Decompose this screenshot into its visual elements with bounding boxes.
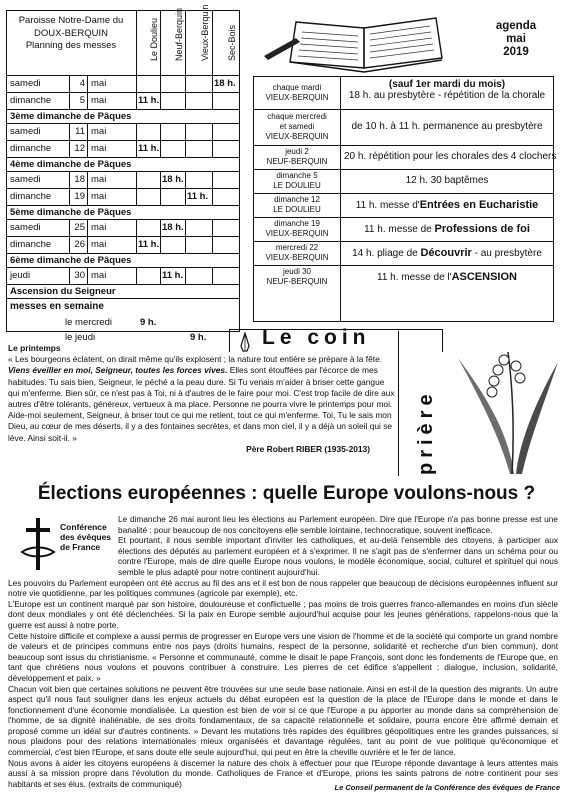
parish-line: Paroisse Notre-Dame du [18, 15, 124, 26]
schedule-day: samedi [10, 222, 41, 233]
column-divider [160, 92, 161, 109]
article-paragraph: Chacun voit bien que certaines solutions ne peuvent être trouvées sur une seule base nationale. Ainsi en est-il de la question des migrants. Un autre aspect qu'il nous faut souligner dans les enjeux actuels du débat européen est la question de la place de l'Europe dans le monde et dans le fonctionnement d'une économie mondialisée. La question est bien de voir si ce que l'Europe a pu apporter au monde dans sa compréhension de l'homme, de sa dignité inaliénable, de ses droits fondamentaux, de sa capacité relationnelle et solidaire, pourra encore être affirmé demain et proposé comme un idéal sur d'autres continents. » Devant les mutations très rapides des équilibres géopolitiques entre les grandes puissances, si nous plaidons pour des relations internationales mieux organisées et davantage régulées, tant au point de vue politique qu'économique et commercial, c'est bien l'Europe, et sans doute elle seule aujourd'hui, qui peut en être la cheville ouvrière et le fer de lance. [8, 683, 558, 758]
schedule-date: 26 [74, 239, 85, 250]
row-divider [7, 267, 239, 268]
column-divider [87, 140, 88, 157]
schedule-date: 12 [74, 143, 85, 154]
parish-line: Planning des messes [25, 40, 117, 51]
column-divider [185, 75, 186, 92]
column-divider [212, 171, 213, 188]
open-book-icon [256, 8, 476, 74]
column-divider [185, 123, 186, 140]
schedule-date: 5 [79, 95, 85, 106]
parish-line: DOUX-BERQUIN [34, 27, 108, 39]
column-divider [136, 140, 137, 157]
mass-time: 18 h. [162, 174, 184, 185]
row-divider [7, 253, 239, 254]
column-divider [69, 75, 70, 92]
row-divider [7, 205, 239, 206]
column-divider [87, 236, 88, 253]
column-divider [69, 171, 70, 188]
schedule-month: mai [91, 191, 107, 202]
agenda-what: 14 h. pliage de Découvrir - au presbytère [352, 246, 542, 259]
agenda-row-divider [254, 265, 553, 266]
column-divider [185, 92, 186, 109]
column-divider [185, 188, 186, 205]
column-divider [136, 171, 137, 188]
row-divider [7, 188, 239, 189]
row-divider [7, 284, 239, 285]
column-divider [185, 236, 186, 253]
column-divider [160, 188, 161, 205]
schedule-header [7, 4, 239, 76]
schedule-day: dimanche [10, 95, 52, 106]
agenda-table [253, 76, 557, 322]
schedule-month: mai [91, 174, 107, 185]
priere-label: prière [415, 389, 437, 475]
row-divider [7, 298, 239, 299]
prayer-text [8, 343, 396, 455]
article-paragraph: L'Europe est un continent marqué par son histoire, douloureuse et conflictuelle ; pas moins de trois guerres franco-allemandes en moins d'un siècle dont deux mondiales y ont été déclenchées. Si la paix en Europe semble aujourd'hui acquise pour les jeunes générations, rappelons-nous que la guerre est aussi à notre porte. [8, 598, 558, 630]
article-paragraph: Nous avons à aider les citoyens européens à discerner la nature des choix à effectuer pour que l'Europe réponde davantage à leurs attentes mais aussi à sa mission propre dans l'évolution du monde. Catholiques de France et d'Europe, prions les saints patrons de notre continent pour ses habitants et ses élus. (extraits de communiqué) [8, 757, 558, 789]
agenda-row-divider [254, 217, 553, 218]
schedule-month: mai [91, 126, 107, 137]
row-divider [7, 171, 239, 172]
column-divider [69, 219, 70, 236]
column-divider [185, 267, 186, 284]
cef-logo: Conférence des évêques de France [18, 516, 118, 580]
column-divider [87, 219, 88, 236]
column-divider [136, 236, 137, 253]
column-divider [160, 171, 161, 188]
column-divider [87, 92, 88, 109]
agenda-when: chaque mardi VIEUX-BERQUIN [265, 83, 329, 102]
row-divider [7, 92, 239, 93]
mass-time: 18 h. [162, 222, 184, 233]
article-paragraph: Cette histoire difficile et complexe a aussi permis de progresser en Europe vers une vision de l'homme et de la société qui comporte un grand nombre de valeurs et de principes communs entre nos pays (droits humains, respect de la personne, solidarité et recherche d'un bien commun), dont beaucoup sont issus du christianisme. « Personne et communauté, comme le disait le pape François, sont donc les fondements de l'Europe que, en tant que chrétiens nous voulons et pouvons contribuer à construire. Les pierres de cet édifice s'appellent : dialogue, inclusion, solidarité, développement et paix. » [8, 630, 558, 683]
weekday-title: messes en semaine [10, 301, 104, 312]
sunday-label: 4ème dimanche de Pâques [10, 159, 132, 170]
agenda-title: agenda mai 2019 [495, 20, 537, 58]
coin-label: Le coin [262, 326, 371, 349]
agenda-row-divider [254, 241, 553, 242]
agenda-row-divider [254, 169, 553, 170]
column-divider [69, 92, 70, 109]
column-divider [185, 140, 186, 157]
agenda-when: jeudi 2 NEUF-BERQUIN [266, 147, 328, 166]
column-divider [212, 236, 213, 253]
schedule-month: mai [91, 95, 107, 106]
article-paragraph: Le dimanche 26 mai auront lieu les élections au Parlement européen. Dire que l'Europe n'a pas bonne presse est une banalité : pour beaucoup de nos concitoyens elle semble lointaine, technocratique, souvent inefficace. [118, 514, 558, 535]
column-divider [160, 267, 161, 284]
article-paragraph: Les pouvoirs du Parlement européen ont été accrus au fil des ans et il est bon de nous rappeler que beaucoup de décisions européennes influent sur notre vie quotidienne, par les politiques communes (agricole par exemple), etc. [8, 577, 558, 599]
column-header-doulieu: Le Doulieu [136, 11, 161, 75]
column-divider [69, 188, 70, 205]
agenda-when: jeudi 30 NEUF-BERQUIN [266, 267, 328, 286]
schedule-day: jeudi [10, 270, 31, 281]
agenda-what: 11 h. messe de Professions de foi [364, 222, 530, 235]
lily-of-the-valley-illustration [450, 338, 562, 476]
article-title: Élections européennes : quelle Europe voulons-nous ? [37, 483, 536, 504]
mass-time: 11 h. [138, 143, 160, 154]
row-divider [7, 157, 239, 158]
agenda-when: dimanche 19 VIEUX-BERQUIN [265, 219, 329, 238]
weekday-day: le jeudi [65, 332, 96, 343]
agenda-when: chaque mercredi et samedi VIEUX-BERQUIN [265, 112, 329, 141]
column-divider [185, 219, 186, 236]
schedule-day: samedi [10, 78, 41, 89]
parish-title [9, 15, 133, 53]
schedule-day: dimanche [10, 239, 52, 250]
weekday-day: le mercredi [65, 317, 112, 328]
column-divider [136, 123, 137, 140]
column-divider [69, 267, 70, 284]
schedule-month: mai [91, 270, 107, 281]
column-divider [212, 140, 213, 157]
article-body [8, 514, 558, 789]
column-divider [212, 219, 213, 236]
column-header-sec-bois: Sec-Bois [212, 11, 240, 75]
schedule-day: samedi [10, 126, 41, 137]
schedule-day: samedi [10, 174, 41, 185]
schedule-month: mai [91, 222, 107, 233]
column-divider [160, 123, 161, 140]
column-divider [69, 123, 70, 140]
column-divider [69, 236, 70, 253]
prayer-title: Le printemps [8, 343, 61, 353]
agenda-what: 20 h. répétition pour les chorales des 4 clochers [344, 150, 557, 162]
column-divider [87, 267, 88, 284]
article-credit: Le Conseil permanent de la Conférence des évêques de France [334, 783, 560, 792]
row-divider [7, 219, 239, 220]
column-divider [160, 219, 161, 236]
agenda-when: dimanche 5 LE DOULIEU [273, 171, 321, 190]
row-divider [7, 236, 239, 237]
mass-time: 11 h. [138, 95, 160, 106]
column-divider [185, 171, 186, 188]
sunday-label: 3ème dimanche de Pâques [10, 111, 132, 122]
agenda-row-divider [254, 193, 553, 194]
column-divider [212, 92, 213, 109]
schedule-month: mai [91, 143, 107, 154]
column-divider [212, 267, 213, 284]
column-divider [136, 92, 137, 109]
schedule-day: dimanche [10, 191, 52, 202]
column-divider [160, 236, 161, 253]
weekday-time: 9 h. [190, 332, 207, 343]
schedule-date: 11 [75, 126, 85, 137]
sunday-label: 6ème dimanche de Pâques [10, 255, 132, 266]
agenda-what: 11 h. messe de l'ASCENSION [377, 270, 517, 283]
column-divider [87, 123, 88, 140]
schedule-month: mai [91, 239, 107, 250]
schedule-date: 30 [74, 270, 85, 281]
column-header-neuf-berquin: Neuf-Berquin [160, 11, 186, 75]
mass-time: 11 h. [138, 239, 160, 250]
row-divider [7, 140, 239, 141]
agenda-row-divider [254, 109, 553, 110]
agenda-row-divider [254, 145, 553, 146]
mass-time: 11 h. [162, 270, 184, 281]
column-header-vieux-berquin: Vieux-Berquin [185, 11, 213, 75]
weekday-time: 9 h. [140, 317, 157, 328]
column-divider [87, 188, 88, 205]
schedule-date: 25 [74, 222, 85, 233]
row-divider [7, 109, 239, 110]
column-divider [212, 188, 213, 205]
schedule-date: 4 [79, 78, 85, 89]
mass-schedule-table [6, 4, 240, 343]
prayer-author: Père Robert RIBER (1935-2013) [246, 443, 370, 454]
column-divider [87, 75, 88, 92]
schedule-date: 18 [74, 174, 85, 185]
column-divider [69, 140, 70, 157]
schedule-date: 19 [74, 191, 85, 202]
agenda-what: 11 h. messe d'Entrées en Eucharistie [355, 198, 539, 211]
column-divider [136, 267, 137, 284]
column-divider [160, 140, 161, 157]
agenda-when: dimanche 12 LE DOULIEU [273, 195, 321, 214]
sunday-label: 5ème dimanche de Pâques [10, 207, 132, 218]
column-divider [136, 219, 137, 236]
schedule-day: dimanche [10, 143, 52, 154]
column-divider [136, 75, 137, 92]
sunday-label: Ascension du Seigneur [10, 286, 116, 297]
mass-time: 18 h. [214, 78, 236, 89]
agenda-when: mercredi 22 VIEUX-BERQUIN [265, 243, 329, 262]
agenda-what: (sauf 1er mardi du mois) 18 h. au presbytère - répétition de la chorale [348, 79, 546, 101]
column-divider [87, 171, 88, 188]
column-divider [212, 123, 213, 140]
row-divider [7, 123, 239, 124]
schedule-month: mai [91, 78, 107, 89]
mass-time: 11 h. [187, 191, 209, 202]
agenda-what: 12 h. 30 baptêmes [405, 174, 489, 186]
prayer-body: « Les bourgeons éclatent, on dirait même qu'ils explosent ; la nature tout entière se prépare à la fête. Viens éveiller en moi, Seigneur, toutes les forces vives. Elles sont étouffées par l'écorce de mes habitudes. Tu sais bien, Seigneur, le péché a la peau dure. Si Tu venais m'aider à briser cette gangue qui m'enferme. Bien sûr, ce n'est pas à Toi, ni à d'autres de le faire pour moi. C'est trop facile de dire aux autres d'être tolérants, généreux, vertueux à ma place. Personne ne pourra vivre le printemps pour moi. Aide-moi seulement, Seigneur, à briser tout ce qui me retient, tout ce qui m'enferme. Toi, Tu le sais mon Dieu, au cœur de mes déserts, il y a des fontaines secrètes, et dans mon ciel, il y a déjà un soleil qui se lève. Ainsi soit-il. » [8, 354, 395, 443]
agenda-what: de 10 h. à 11 h. permanence au presbytère [351, 120, 543, 132]
column-divider [136, 188, 137, 205]
article-paragraph: Et pourtant, il nous semble important d'inviter les catholiques, et au-delà l'ensemble des citoyens, à participer aux élections des députés au parlement européen et à s'exprimer. Il ne s'agit pas de s'enfermer dans un schéma pour ou contre l'Europe, mais de dire quelle Europe nous voulons, le modèle économique, social, culturel et spirituel qui nous semble le plus adapté pour notre continent aujourd'hui. [118, 535, 558, 577]
column-divider [212, 75, 213, 92]
column-divider [160, 75, 161, 92]
